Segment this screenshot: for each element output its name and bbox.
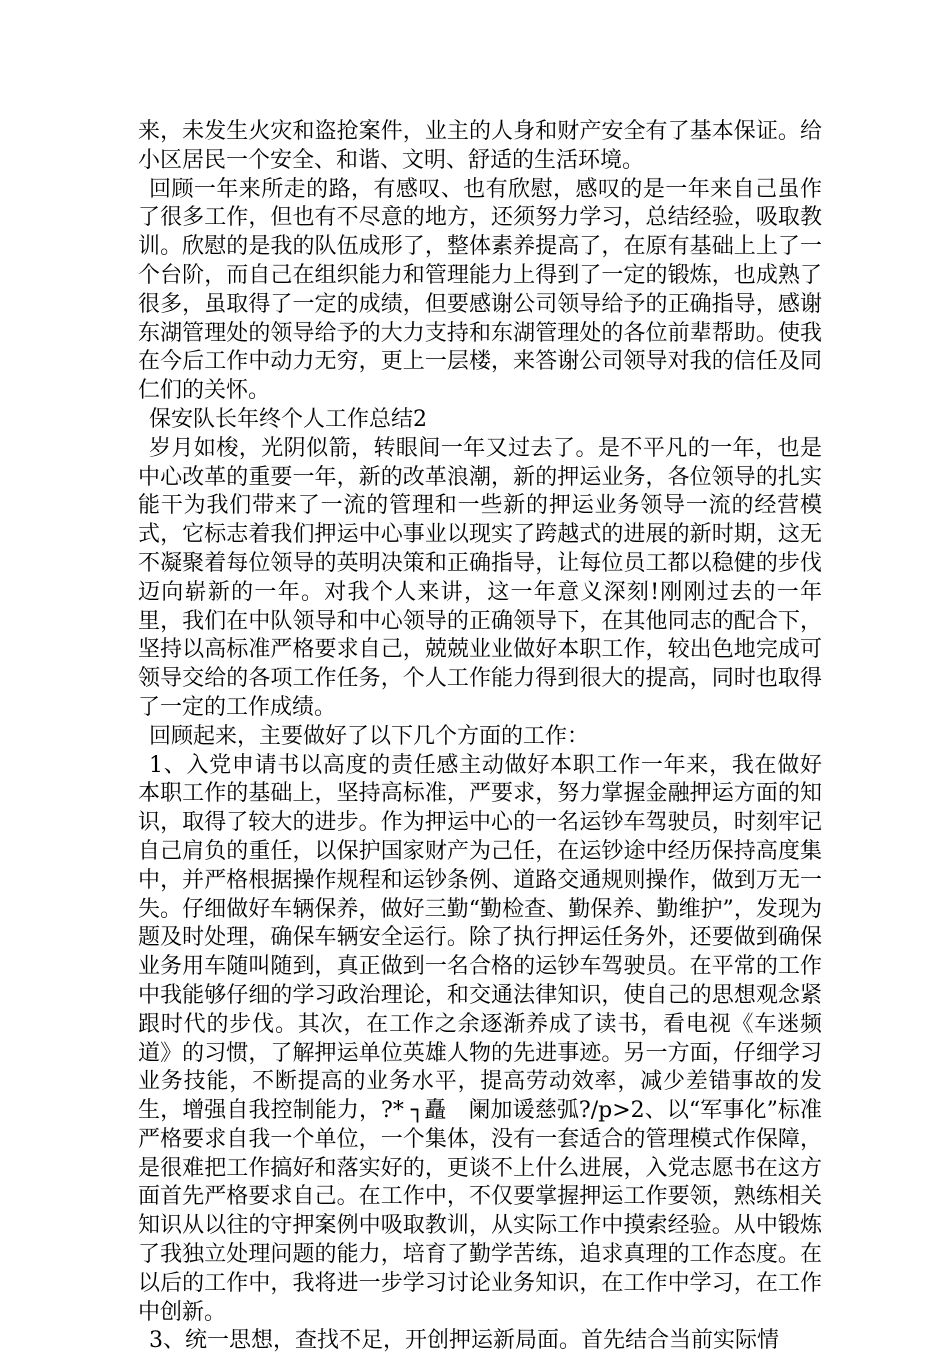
paragraph-4: 回顾起来，主要做好了以下几个方面的工作： (149, 723, 590, 749)
paragraph-2: 回顾一年来所走的路，有感叹、也有欣慰，感叹的是一年来自己虽作了很多工作，但也有不尽意的地方，还须努力学习，总结经验，吸取教训。欣慰的是我的队伍成形了，整体素养提高了，在原有基础上上了一个台阶，而自己在组织能力和管理能力上得到了一定的锻炼，也成熟了很多，虽取得了一定的成绩，但要感谢公司领导给予的正确指导，感谢东湖管理处的领导给予的大力支持和东湖管理处的各位前辈帮助。使我在今后工作中动力无穷，更上一层楼，来答谢公司领导对我的信任及同仁们的关怀。 (138, 176, 822, 404)
paragraph-6: 3、统一思想，查找不足，开创押运新局面。首先结合当前实际情 (149, 1328, 779, 1354)
paragraph-5: 1、入党申请书以高度的责任感主动做好本职工作一年来，我在做好本职工作的基础上，坚持高标准，严要求，努力掌握金融押运方面的知识，取得了较大的进步。作为押运中心的一名运钞车驾驶员，时刻牢记自己肩负的重任，以保护国家财产为己任，在运钞途中经历保持高度集中，并严格根据操作规程和运钞条例、道路交通规则操作，做到万无一失。仔细做好车辆保养，做好三勤“勤检查、勤保养、勤维护”，发现为题及时处理，确保车辆安全运行。除了执行押运任务外，还要做到确保业务用车随叫随到，真正做到一名合格的运钞车驾驶员。在平常的工作中我能够仔细的学习政治理论，和交通法律知识，使自己的思想观念紧跟时代的步伐。其次，在工作之余逐渐养成了读书，看电视《车迷频道》的习惯，了解押运单位英雄人物的先进事迹。另一方面，仔细学习业务技能，不断提高的业务水平，提高劳动效率，减少差错事故的发生，增强自我控制能力，?* ┐矗 阑加谖慈弧?/p>2、以“军事化”标准严格要求自我一个单位，一个集体，没有一套适合的管理模式作保障，是很难把工作搞好和落实好的，更谈不上什么进展，入党志愿书在这方面首先严格要求自己。在工作中，不仅要掌握押运工作要领，熟练相关知识从以往的守押案例中吸取教训，从实际工作中摸索经验。从中锻炼了我独立处理问题的能力，培育了勤学苦练，追求真理的工作态度。在以后的工作中，我将进一步学习讨论业务知识，在工作中学习，在工作中创新。 (138, 752, 822, 1325)
paragraph-3: 岁月如梭，光阴似箭，转眼间一年又过去了。是不平凡的一年，也是中心改革的重要一年，新的改革浪潮，新的押运业务，各位领导的扎实能干为我们带来了一流的管理和一些新的押运业务领导一流的经营模式，它标志着我们押运中心事业以现实了跨越式的进展的新时期，这无不凝聚着每位领导的英明决策和正确指导，让每位员工都以稳健的步伐迈向崭新的一年。对我个人来讲，这一年意义深刻!刚刚过去的一年里，我们在中队领导和中心领导的正确领导下，在其他同志的配合下，坚持以高标准严格要求自己，兢兢业业做好本职工作，较出色地完成可领导交给的各项工作任务，个人工作能力得到很大的提高，同时也取得了一定的工作成绩。 (138, 435, 822, 720)
paragraph-1: 来，未发生火灾和盗抢案件，业主的人身和财产安全有了基本保证。给小区居民一个安全、和谐、文明、舒适的生活环境。 (138, 119, 822, 173)
document-page (138, 118, 822, 1356)
section-heading: 保安队长年终个人工作总结2 (149, 406, 427, 432)
